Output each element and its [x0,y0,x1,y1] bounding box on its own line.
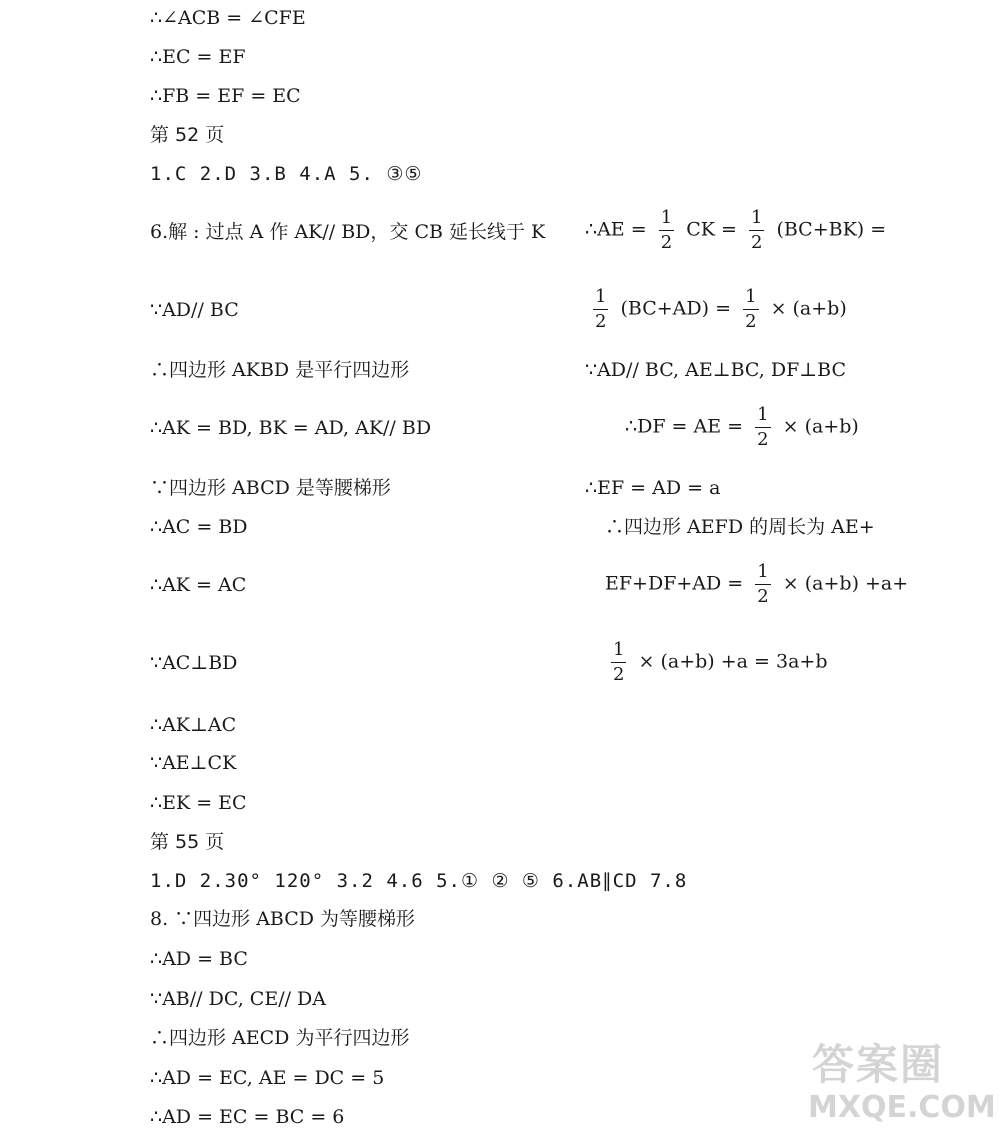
watermark-logo-text: 答案圈 [812,1040,945,1089]
step-line-16: ∴AD = BC [150,948,248,970]
right-line-8 [605,640,827,685]
step-line-10: ∴AK = AC [150,574,247,596]
step-line-19: ∴AD = EC, AE = DC = 5 [150,1067,385,1089]
right-line-4-a: ∴DF = AE = [625,415,744,438]
fraction-one-half [755,562,770,607]
right-line-7-b: × (a+b) +a+ [782,572,909,595]
step-line-8: ∵四边形 ABCD 是等腰梯形 [150,477,391,499]
answers-page-55: 1.D 2.30° 120° 3.2 4.6 5.① ② ⑤ 6.AB∥CD 7.8 [150,870,688,892]
step-line-5: ∵AD// BC [150,299,239,321]
step-line-3: ∴FB = EF = EC [150,85,301,107]
fraction-denominator: 2 [745,311,757,332]
fraction-one-half [749,208,764,253]
right-line-1-a: ∴AE = [585,218,647,241]
right-line-3: ∵AD// BC, AE⊥BC, DF⊥BC [585,359,846,381]
answers-page-52: 1.C 2.D 3.B 4.A 5. ③⑤ [150,163,423,185]
fraction-denominator: 2 [595,311,607,332]
step-line-17: ∵AB// DC, CE// DA [150,988,326,1010]
right-line-6: ∴四边形 AEFD 的周长为 AE+ [605,516,875,538]
right-line-5: ∴EF = AD = a [585,477,721,499]
fraction-one-half [755,405,770,450]
step-line-11: ∵AC⊥BD [150,652,238,674]
fraction-numerator: 1 [755,405,770,428]
fraction-denominator: 2 [750,232,763,253]
page-heading-52: 第 52 页 [150,124,225,146]
step-line-6: ∴四边形 AKBD 是平行四边形 [150,359,410,381]
right-line-1-c: (BC+BK) = [776,218,887,241]
fraction-one-half [743,287,758,332]
page-heading-55: 第 55 页 [150,831,225,853]
right-line-1-b: CK = [686,218,737,241]
fraction-denominator: 2 [660,232,673,253]
right-line-7 [605,562,908,607]
right-line-7-a: EF+DF+AD = [605,572,744,595]
right-line-1 [585,208,886,253]
question-8-solution: 8. ∵四边形 ABCD 为等腰梯形 [150,908,416,930]
fraction-numerator: 1 [749,208,764,231]
fraction-numerator: 1 [593,287,608,310]
fraction-numerator: 1 [659,208,674,231]
step-line-12: ∴AK⊥AC [150,714,237,736]
step-line-13: ∵AE⊥CK [150,752,237,774]
right-line-2 [585,287,847,332]
right-line-2-a: (BC+AD) = [620,297,732,320]
right-line-4 [625,405,859,450]
question-6-solution: 6.解 : 过点 A 作 AK// BD，交 CB 延长线于 K [150,221,546,243]
fraction-numerator: 1 [755,562,770,585]
fraction-numerator: 1 [611,640,626,663]
fraction-denominator: 2 [757,586,769,607]
right-line-4-b: × (a+b) [782,415,859,438]
fraction-denominator: 2 [757,429,769,450]
fraction-denominator: 2 [613,664,625,685]
step-line-9: ∴AC = BD [150,516,248,538]
step-line-1: ∴∠ACB = ∠CFE [150,7,306,29]
step-line-20: ∴AD = EC = BC = 6 [150,1106,345,1128]
fraction-one-half [593,287,608,332]
right-line-2-b: × (a+b) [770,297,847,320]
step-line-7: ∴AK = BD, BK = AD, AK// BD [150,417,432,439]
step-line-18: ∴四边形 AECD 为平行四边形 [150,1027,410,1049]
fraction-one-half [659,208,674,253]
fraction-one-half [611,640,626,685]
right-line-8-b: × (a+b) +a = 3a+b [638,650,828,673]
watermark-site-text: MXQE.COM [808,1090,996,1125]
step-line-14: ∴EK = EC [150,792,247,814]
step-line-2: ∴EC = EF [150,46,246,68]
fraction-numerator: 1 [743,287,758,310]
